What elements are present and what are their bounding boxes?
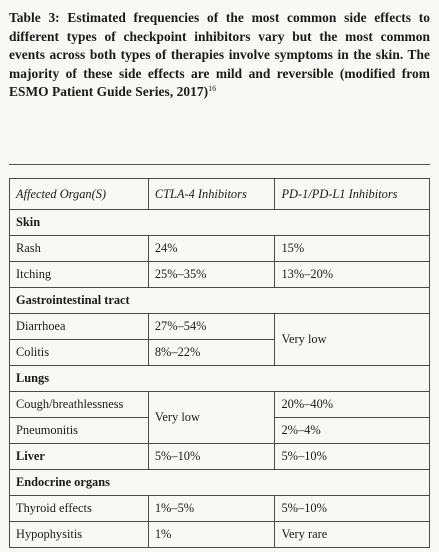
- header-pd1: PD-1/PD-L1 Inhibitors: [275, 179, 430, 210]
- organ-cell: Cough/breathlessness: [10, 392, 149, 418]
- caption-label: Table 3:: [9, 10, 60, 25]
- table-row: [10, 392, 430, 418]
- pd1-cell: 2%–4%: [275, 418, 430, 444]
- header-ctla4: CTLA-4 Inhibitors: [148, 179, 275, 210]
- pd1-cell: 13%–20%: [275, 262, 430, 288]
- caption-reference: 16: [208, 84, 217, 94]
- pd1-cell: Very rare: [275, 522, 430, 548]
- section-skin: Skin: [10, 210, 430, 236]
- section-row-endocrine: [10, 470, 430, 496]
- organ-cell: Thyroid effects: [10, 496, 149, 522]
- header-row: [10, 179, 430, 210]
- table-row: [10, 236, 430, 262]
- organ-cell: Hypophysitis: [10, 522, 149, 548]
- organ-cell: Itching: [10, 262, 149, 288]
- header-affected-organ: Affected Organ(S): [10, 179, 149, 210]
- organ-cell: Diarrhoea: [10, 314, 149, 340]
- pd1-cell: Very low: [275, 314, 430, 366]
- organ-cell: Pneumonitis: [10, 418, 149, 444]
- section-row-skin: [10, 210, 430, 236]
- ctla4-cell: 27%–54%: [148, 314, 275, 340]
- ctla4-cell: 1%: [148, 522, 275, 548]
- pd1-cell: 5%–10%: [275, 496, 430, 522]
- organ-cell: Rash: [10, 236, 149, 262]
- pd1-cell: 20%–40%: [275, 392, 430, 418]
- table-row: [10, 444, 430, 470]
- table-caption: [9, 9, 430, 102]
- table-row: [10, 522, 430, 548]
- table-row: [10, 262, 430, 288]
- organ-cell: Colitis: [10, 340, 149, 366]
- organ-cell: Liver: [10, 444, 149, 470]
- table-row: [10, 496, 430, 522]
- top-rule: [9, 164, 430, 165]
- section-lungs: Lungs: [10, 366, 430, 392]
- section-gi: Gastrointestinal tract: [10, 288, 430, 314]
- pd1-cell: 5%–10%: [275, 444, 430, 470]
- ctla4-cell: 24%: [148, 236, 275, 262]
- section-row-gi: [10, 288, 430, 314]
- ctla4-cell: 8%–22%: [148, 340, 275, 366]
- table-row: [10, 314, 430, 340]
- section-row-lungs: [10, 366, 430, 392]
- ctla4-cell: Very low: [148, 392, 275, 444]
- section-endocrine: Endocrine organs: [10, 470, 430, 496]
- caption-text: Estimated frequencies of the most common side effects to different types of checkpoint inhibitors vary but the most common events across both types of therapies involve symptoms in the skin. The majority of these side effects are mild and reversible (modified from ESMO Patient Guide Series, 2017): [9, 10, 430, 100]
- pd1-cell: 15%: [275, 236, 430, 262]
- ctla4-cell: 5%–10%: [148, 444, 275, 470]
- ctla4-cell: 25%–35%: [148, 262, 275, 288]
- ctla4-cell: 1%–5%: [148, 496, 275, 522]
- side-effects-table: [9, 178, 430, 548]
